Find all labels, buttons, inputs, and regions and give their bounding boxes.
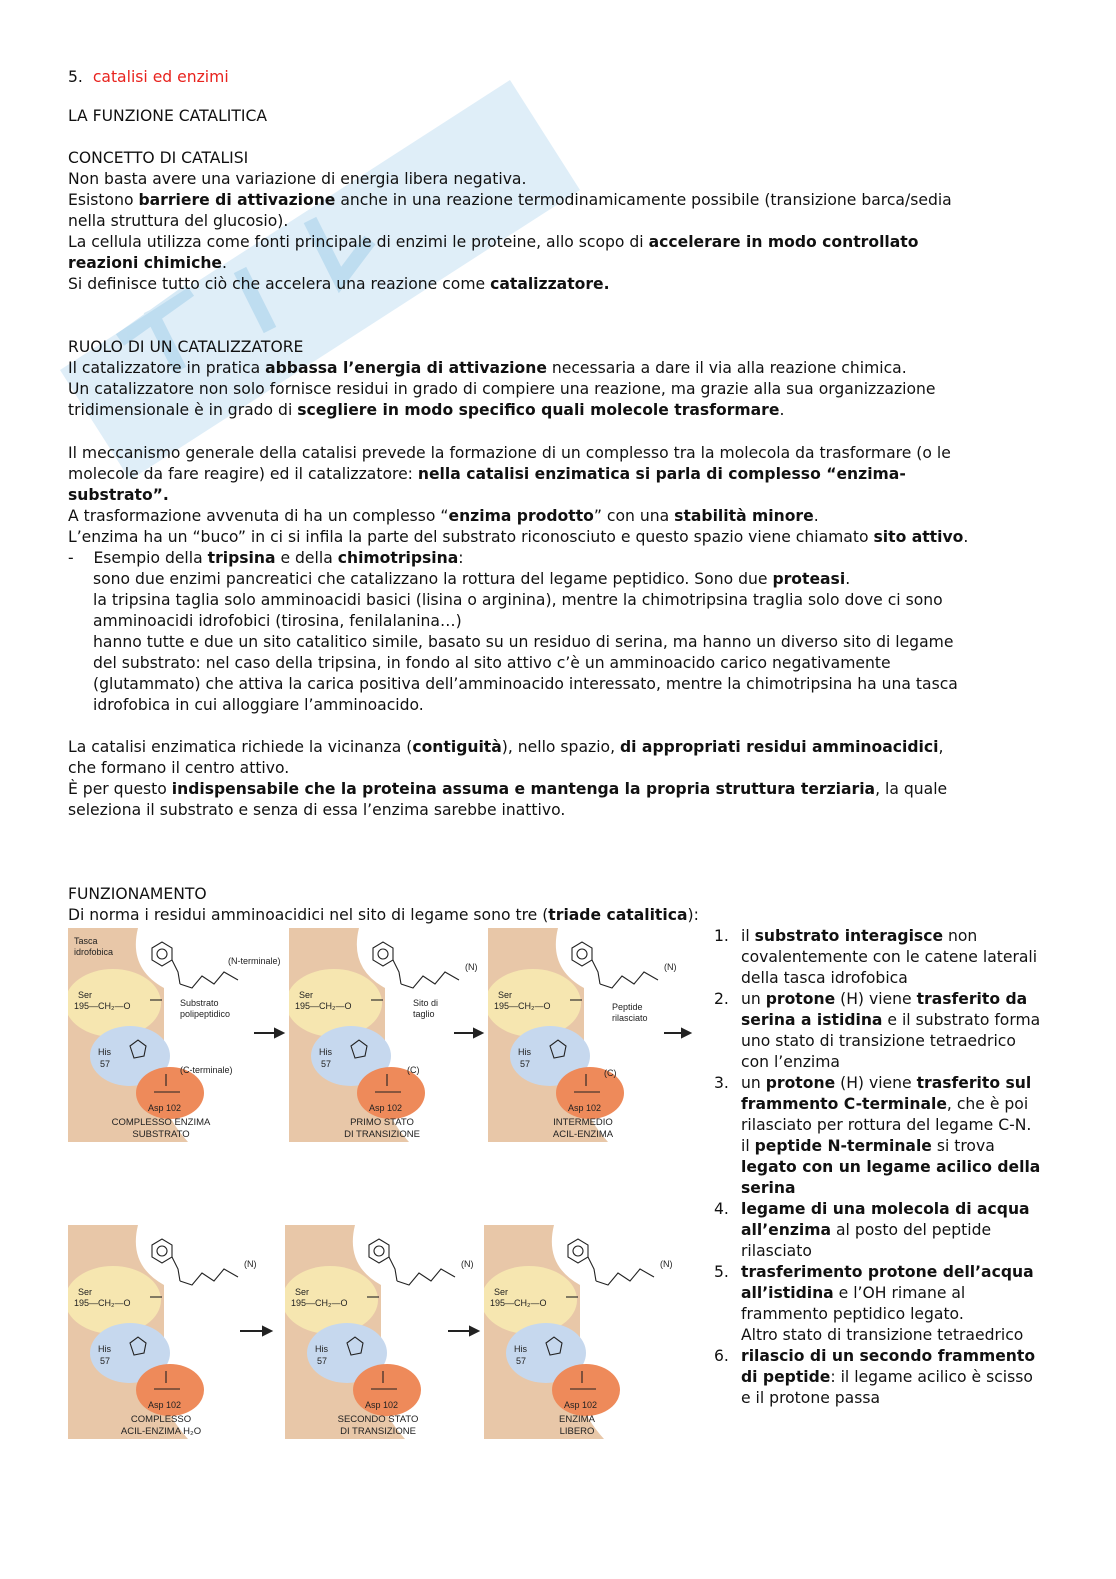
- list-item: 3. un protone (H) viene trasferito sul frammento C-terminale, che è poi rilasciato per rottura del legame C-N. il peptide N-terminale si trova legato con un legame acilico della serina: [714, 1074, 1041, 1197]
- svg-text:ACIL-ENZIMA: ACIL-ENZIMA: [552, 1129, 614, 1140]
- svg-text:57: 57: [321, 1059, 332, 1069]
- svg-text:SUBSTRATO: SUBSTRATO: [132, 1129, 190, 1140]
- steps-list: [714, 926, 1044, 1409]
- paragraph-line: Un catalizzatore non solo fornisce residui in grado di compiere una reazione, ma grazie alla sua organizzazione: [68, 380, 936, 398]
- svg-text:57: 57: [100, 1356, 111, 1366]
- paragraph-line: Si definisce tutto ciò che accelera una reazione come catalizzatore.: [68, 275, 610, 293]
- list-item: 2. un protone (H) viene trasferito da serina a istidina e il substrato forma uno stato di transizione tetraedrico con l’enzima: [714, 990, 1041, 1071]
- svg-text:LIBERO: LIBERO: [559, 1426, 595, 1437]
- svg-text:195—CH₂—O: 195—CH₂—O: [74, 1298, 131, 1308]
- mechanism-panel-2: [289, 928, 511, 1142]
- paragraph-line: hanno tutte e due un sito catalitico simile, basato su un residuo di serina, ma hanno un diverso sito di legame: [93, 633, 954, 651]
- svg-text:Asp 102: Asp 102: [369, 1103, 403, 1113]
- paragraph-line: seleziona il substrato e senza di essa l’enzima sarebbe inattivo.: [68, 801, 566, 819]
- svg-text:Ser: Ser: [295, 1287, 310, 1297]
- svg-text:195—CH₂—O: 195—CH₂—O: [291, 1298, 348, 1308]
- ruolo-title: RUOLO DI UN CATALIZZATORE: [68, 338, 304, 356]
- paragraph-line: sono due enzimi pancreatici che catalizzano la rottura del legame peptidico. Sono due proteasi.: [93, 570, 851, 588]
- svg-text:57: 57: [317, 1356, 328, 1366]
- svg-text:ACIL-ENZIMA H₂O: ACIL-ENZIMA H₂O: [120, 1426, 202, 1437]
- paragraph-line: È per questo indispensabile che la proteina assuma e mantenga la propria struttura terziaria, la quale: [68, 780, 948, 798]
- paragraph-line: (glutammato) che attiva la carica positiva dell’amminoacido interessato, mentre la chimotripsina ha una tasca: [93, 675, 958, 693]
- svg-text:57: 57: [516, 1356, 527, 1366]
- svg-text:(N): (N): [660, 1259, 673, 1269]
- paragraph-line: L’enzima ha un “buco” in ci si infila la parte del substrato riconosciuto e questo spazio viene chiamato sito attivo.: [68, 528, 969, 546]
- paragraph-line: del substrato: nel caso della tripsina, in fondo al sito attivo c’è un amminoacido carico negativamente: [93, 654, 891, 672]
- svg-text:Substrato: Substrato: [180, 998, 219, 1008]
- svg-text:Ser: Ser: [299, 990, 314, 1000]
- svg-text:DI TRANSIZIONE: DI TRANSIZIONE: [344, 1129, 420, 1140]
- list-item: 6. rilascio di un secondo frammento di peptide: il legame acilico è scisso e il protone passa: [714, 1347, 1036, 1407]
- svg-text:(N): (N): [465, 962, 478, 972]
- mechanism-panel-3: [488, 928, 710, 1142]
- heading: LA FUNZIONE CATALITICA: [68, 107, 268, 125]
- svg-text:(N): (N): [461, 1259, 474, 1269]
- svg-text:INTERMEDIO: INTERMEDIO: [553, 1117, 613, 1128]
- svg-text:taglio: taglio: [413, 1009, 435, 1019]
- svg-text:Asp 102: Asp 102: [148, 1103, 182, 1113]
- svg-text:DI TRANSIZIONE: DI TRANSIZIONE: [340, 1426, 416, 1437]
- svg-text:His: His: [319, 1047, 332, 1057]
- mechanism-panel-6: [484, 1225, 706, 1439]
- svg-text:His: His: [315, 1344, 328, 1354]
- svg-text:Asp 102: Asp 102: [148, 1400, 182, 1410]
- paragraph-line: idrofobica in cui alloggiare l’amminoacido.: [93, 696, 424, 714]
- paragraph-line: La catalisi enzimatica richiede la vicinanza (contiguità), nello spazio, di appropriati residui amminoacidici,: [68, 738, 944, 756]
- list-item: - Esempio della tripsina e della chimotripsina:: [68, 549, 464, 567]
- svg-text:SECONDO STATO: SECONDO STATO: [337, 1414, 419, 1425]
- svg-text:rilasciato: rilasciato: [612, 1013, 648, 1023]
- svg-text:57: 57: [100, 1059, 111, 1069]
- svg-text:His: His: [98, 1344, 111, 1354]
- list-item: 4. legame di una molecola di acqua all’enzima al posto del peptide rilasciato: [714, 1200, 1030, 1260]
- paragraph-line: A trasformazione avvenuta di ha un complesso “enzima prodotto” con una stabilità minore.: [68, 507, 819, 525]
- paragraph-line: che formano il centro attivo.: [68, 759, 290, 777]
- svg-text:Asp 102: Asp 102: [564, 1400, 598, 1410]
- svg-text:PRIMO STATO: PRIMO STATO: [350, 1117, 414, 1128]
- svg-text:195—CH₂—O: 195—CH₂—O: [74, 1001, 131, 1011]
- svg-text:His: His: [514, 1344, 527, 1354]
- svg-text:ENZIMA: ENZIMA: [559, 1414, 595, 1425]
- svg-text:COMPLESSO ENZIMA: COMPLESSO ENZIMA: [111, 1117, 211, 1128]
- svg-text:57: 57: [520, 1059, 531, 1069]
- svg-text:(C): (C): [604, 1068, 617, 1078]
- paragraph-line: reazioni chimiche.: [68, 254, 227, 272]
- svg-text:Ser: Ser: [78, 990, 93, 1000]
- svg-text:Asp 102: Asp 102: [365, 1400, 399, 1410]
- svg-text:195—CH₂—O: 195—CH₂—O: [490, 1298, 547, 1308]
- svg-text:Tasca: Tasca: [74, 936, 98, 946]
- mechanism-panel-1: [68, 928, 290, 1142]
- svg-text:idrofobica: idrofobica: [74, 947, 114, 957]
- svg-text:polipeptidico: polipeptidico: [180, 1009, 231, 1019]
- svg-text:Sito di: Sito di: [413, 998, 439, 1008]
- mechanism-panel-5: [285, 1225, 507, 1439]
- paragraph-line: substrato”.: [68, 486, 169, 504]
- paragraph-line: amminoacidi idrofobici (tirosina, fenilalanina…): [93, 612, 462, 630]
- list-item: 5. trasferimento protone dell’acqua all’istidina e l’OH rimane al frammento peptidico legato. Altro stato di transizione tetraedrico: [714, 1263, 1034, 1344]
- svg-text:COMPLESSO: COMPLESSO: [130, 1414, 192, 1425]
- paragraph-line: Non basta avere una variazione di energia libera negativa.: [68, 170, 527, 188]
- svg-text:(N): (N): [664, 962, 677, 972]
- svg-text:195—CH₂—O: 195—CH₂—O: [295, 1001, 352, 1011]
- svg-text:195—CH₂—O: 195—CH₂—O: [494, 1001, 551, 1011]
- paragraph-line: Il catalizzatore in pratica abbassa l’energia di attivazione necessaria a dare il via alla reazione chimica.: [68, 359, 907, 377]
- svg-text:(C): (C): [407, 1065, 420, 1075]
- funzionamento-title: FUNZIONAMENTO: [68, 885, 207, 903]
- mechanism-panel-4: [68, 1225, 290, 1439]
- svg-text:Ser: Ser: [78, 1287, 93, 1297]
- paragraph-line: molecole da fare reagire) ed il catalizzatore: nella catalisi enzimatica si parla di complesso “enzima-: [68, 465, 906, 483]
- svg-text:(N): (N): [244, 1259, 257, 1269]
- paragraph-line: la tripsina taglia solo amminoacidi basici (lisina o arginina), mentre la chimotripsina traglia solo dove ci sono: [93, 591, 943, 609]
- svg-text:Ser: Ser: [498, 990, 513, 1000]
- paragraph-line: Di norma i residui amminoacidici nel sito di legame sono tre (triade catalitica):: [68, 906, 699, 924]
- section-title: 5. catalisi ed enzimi: [68, 68, 229, 86]
- svg-text:Asp 102: Asp 102: [568, 1103, 602, 1113]
- svg-text:Peptide: Peptide: [612, 1002, 643, 1012]
- svg-text:(N-terminale): (N-terminale): [228, 956, 281, 966]
- concetto-title: CONCETTO DI CATALISI: [68, 149, 249, 167]
- svg-text:(C-terminale): (C-terminale): [180, 1065, 233, 1075]
- svg-text:His: His: [98, 1047, 111, 1057]
- list-item: 1. il substrato interagisce non covalentemente con le catene laterali della tasca idrofobica: [714, 927, 1038, 987]
- paragraph-line: tridimensionale è in grado di scegliere in modo specifico quali molecole trasformare.: [68, 401, 785, 419]
- paragraph-line: La cellula utilizza come fonti principale di enzimi le proteine, allo scopo di accelerare in modo controllato: [68, 233, 919, 251]
- paragraph-line: nella struttura del glucosio).: [68, 212, 289, 230]
- svg-text:Ser: Ser: [494, 1287, 509, 1297]
- paragraph-line: Il meccanismo generale della catalisi prevede la formazione di un complesso tra la molecola da trasformare (o le: [68, 444, 951, 462]
- svg-text:His: His: [518, 1047, 531, 1057]
- paragraph-line: Esistono barriere di attivazione anche in una reazione termodinamicamente possibile (transizione barca/sedia: [68, 191, 952, 209]
